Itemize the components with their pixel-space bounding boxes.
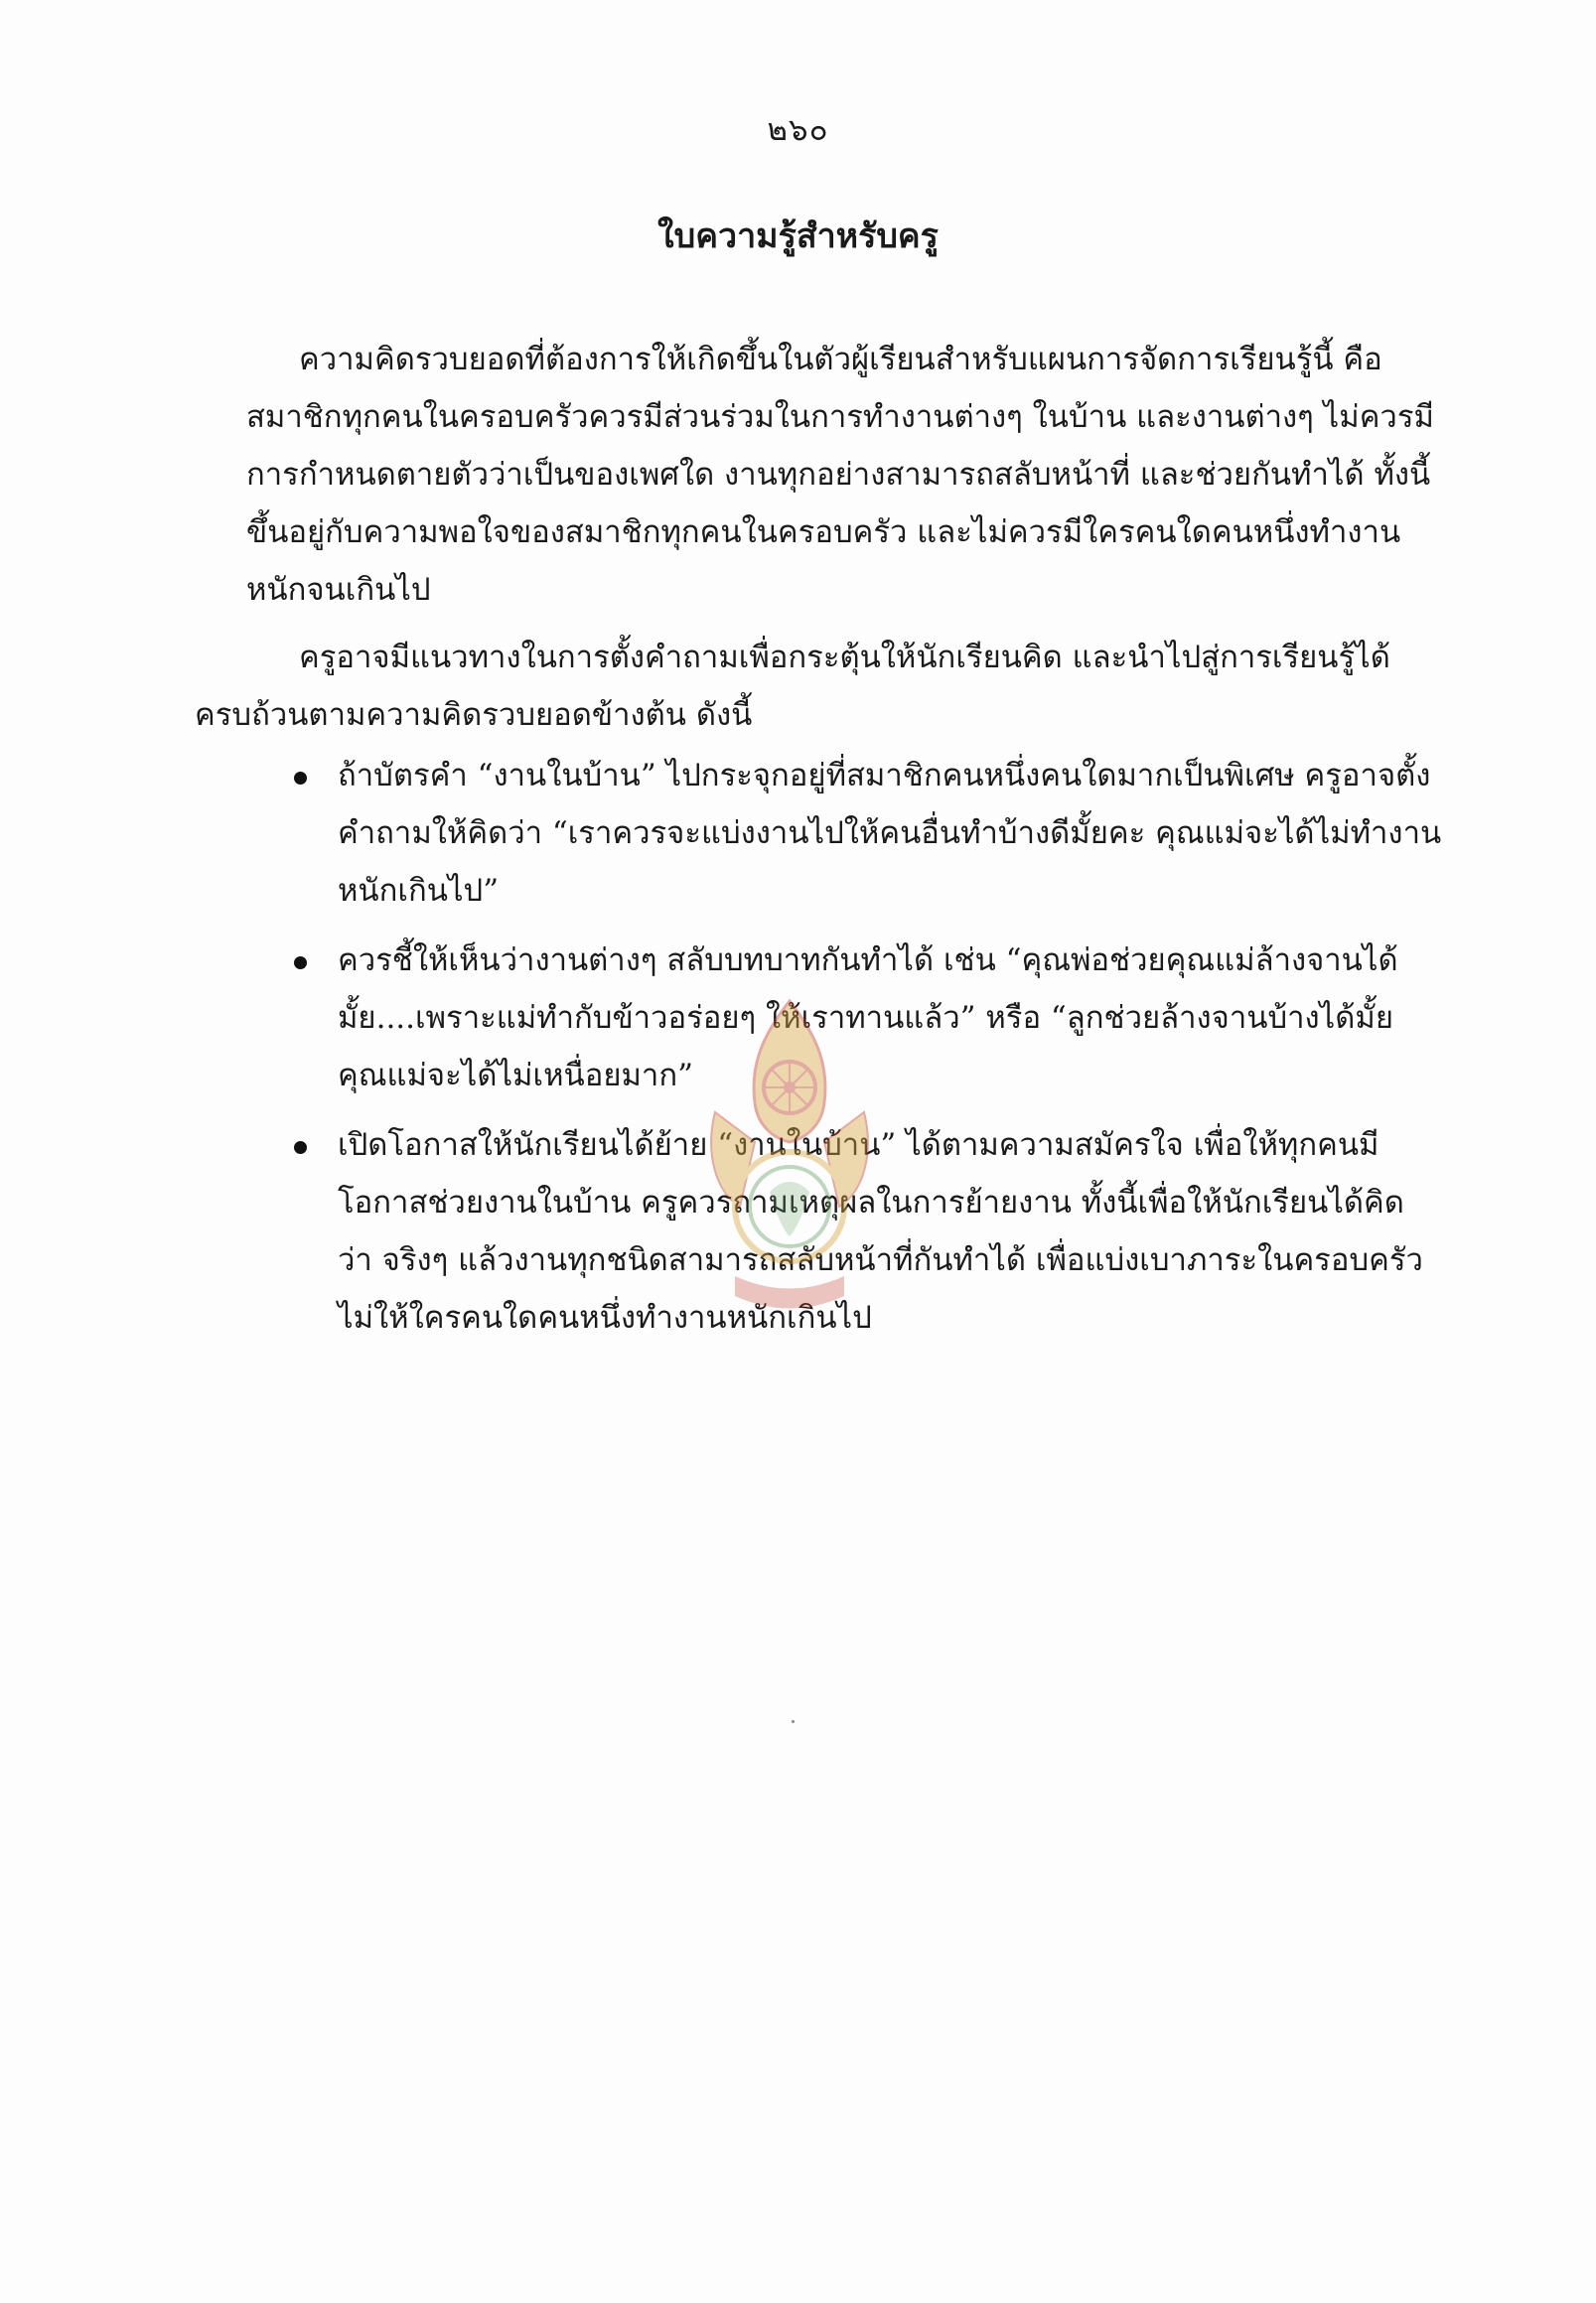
paragraph-line: ความคิดรวบยอดที่ต้องการให้เกิดขึ้นในตัวผู้เรียนสำหรับแผนการจัดการเรียนรู้นี้ คือ [299,342,1382,377]
bullet-line: คำถามให้คิดว่า “เราควรจะแบ่งงานไปให้คนอื่นทำบ้างดีมั้ยคะ คุณแม่จะได้ไม่ทำงาน [338,815,1442,851]
scan-speck [792,1720,795,1723]
bullet-line: หนักเกินไป” [338,873,500,909]
bullet-line: โอกาสช่วยงานในบ้าน ครูควรถามเหตุผลในการย้ายงาน ทั้งนี้เพื่อให้นักเรียนได้คิด [338,1185,1404,1221]
bullet-icon [294,956,307,969]
paragraph-line: ขึ้นอยู่กับความพอใจของสมาชิกทุกคนในครอบครัว และไม่ควรมีใครคนใดคนหนึ่งทำงาน [246,514,1401,550]
bullet-line: เปิดโอกาสให้นักเรียนได้ย้าย “งานในบ้าน” ได้ตามความสมัครใจ เพื่อให้ทุกคนมี [338,1127,1379,1163]
bullet-icon [294,1141,307,1154]
page-number: ๒๖๐ [767,112,829,148]
paragraph-line: หนักจนเกินไป [246,572,431,608]
bullet-item [294,1116,1423,1347]
bullet-line: ไม่ให้ใครคนใดคนหนึ่งทำงานหนักเกินไป [338,1300,872,1336]
paragraph-line: สมาชิกทุกคนในครอบครัวควรมีส่วนร่วมในการทำงานต่างๆ ในบ้าน และงานต่างๆ ไม่ควรมี [246,399,1434,435]
bullet-line: ว่า จริงๆ แล้วงานทุกชนิดสามารถสลับหน้าที่กันทำได้ เพื่อแบ่งเบาภาระในครอบครัว [338,1242,1423,1278]
paragraph-2 [195,629,1390,744]
bullet-list [294,747,1442,1359]
bullet-item [294,932,1398,1104]
document-title: ใบความรู้สำหรับครู [657,216,939,256]
paragraph-line: ครูอาจมีแนวทางในการตั้งคำถามเพื่อกระตุ้นให้นักเรียนคิด และนำไปสู่การเรียนรู้ได้ [299,640,1390,675]
bullet-line: ควรชี้ให้เห็นว่างานต่างๆ สลับบทบาทกันทำได้ เช่น “คุณพ่อช่วยคุณแม่ล้างจานได้ [338,942,1398,978]
paragraph-1 [246,331,1434,619]
paragraph-line: ครบถ้วนตามความคิดรวบยอดข้างต้น ดังนี้ [195,697,753,733]
bullet-line: ถ้าบัตรคำ “งานในบ้าน” ไปกระจุกอยู่ที่สมาชิกคนหนึ่งคนใดมากเป็นพิเศษ ครูอาจตั้ง [338,758,1431,793]
paragraph-line: การกำหนดตายตัวว่าเป็นของเพศใด งานทุกอย่างสามารถสลับหน้าที่ และช่วยกันทำได้ ทั้งนี้ [246,457,1431,493]
bullet-line: มั้ย....เพราะแม่ทำกับข้าวอร่อยๆ ให้เราทานแล้ว” หรือ “ลูกช่วยล้างจานบ้างได้มั้ย [338,1000,1393,1036]
bullet-icon [294,772,307,785]
bullet-item [294,747,1442,920]
bullet-line: คุณแม่จะได้ไม่เหนื่อยมาก” [338,1058,693,1093]
